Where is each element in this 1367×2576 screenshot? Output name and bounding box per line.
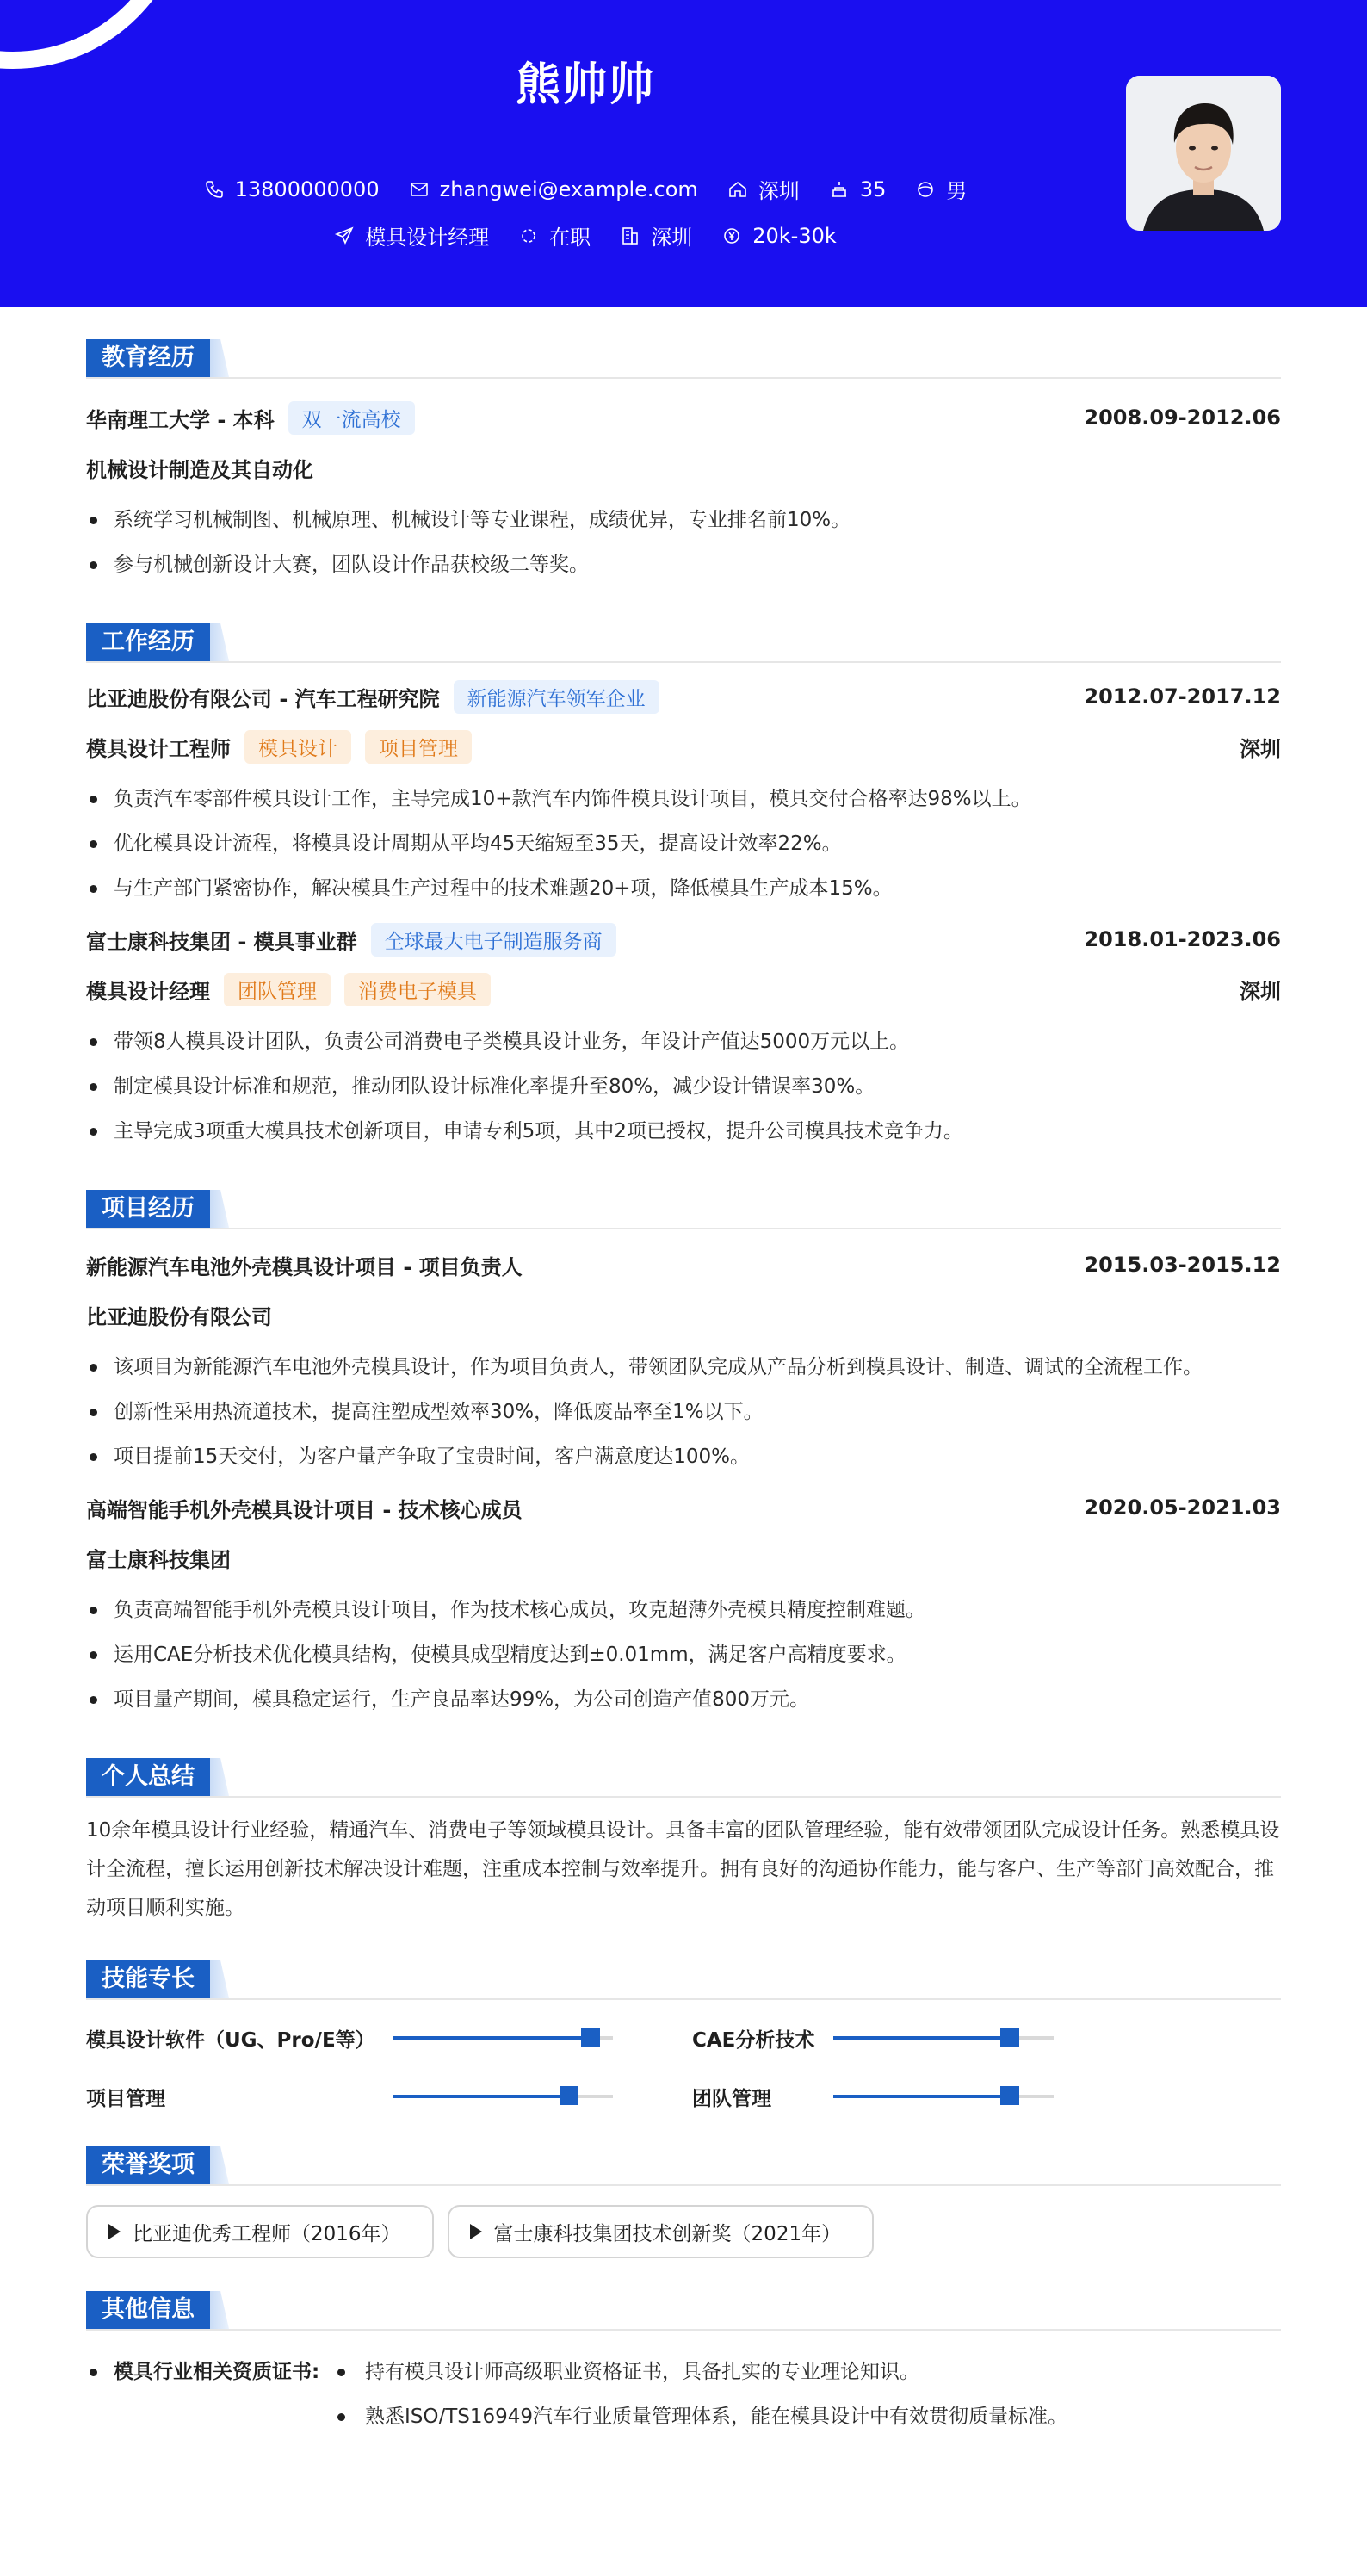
skill-level-handle [581,2028,600,2047]
work-company-row [86,672,1281,721]
gender-info [915,174,967,204]
gender-text: 男 [946,179,968,203]
work-title-row [86,964,1281,1014]
section-title: 工作经历 [86,623,210,661]
work-bullets [86,1014,1281,1157]
section-divider [86,1796,1281,1798]
company-tag: 新能源汽车领军企业 [454,680,659,714]
skill-label: CAE分析技术 [692,2028,815,2052]
play-triangle-icon [108,2224,121,2239]
position-info [334,220,489,251]
resume-body [86,307,1281,2439]
skill-level-fill [833,2095,1010,2098]
skill-level-bar [393,2095,613,2098]
education-section-header [86,339,1281,381]
cake-icon [829,179,850,200]
skill-level-handle [1000,2028,1019,2047]
project-row [86,1240,1281,1290]
major-row [86,443,1281,492]
job-title: 模具设计工程师 [86,736,231,761]
position-text: 模具设计经理 [365,226,490,250]
profile-photo [1126,76,1281,231]
list-item: 创新性采用热流道技术，提高注塑成型效率30%，降低废品率至1%以下。 [86,1390,1281,1434]
list-item: 系统学习机械制图、机械原理、机械设计等专业课程，成绩优异，专业排名前10%。 [86,498,1281,542]
status-text: 在职 [549,226,591,250]
section-title: 项目经历 [86,1190,210,1228]
city-info [727,174,800,204]
list-item: 该项目为新能源汽车电池外壳模具设计，作为项目负责人，带领团队完成从产品分析到模具设计、制造、调试的全流程工作。 [86,1345,1281,1390]
list-item: 与生产部门紧密协作，解决模具生产过程中的技术难题20+项，降低模具生产成本15%。 [86,866,1281,911]
award-item [448,2205,875,2258]
list-item: 持有模具设计师高级职业资格证书，具备扎实的专业理论知识。 [334,2350,1067,2394]
project-name: 高端智能手机外壳模具设计项目 - 技术核心成员 [86,1497,523,1522]
job-intent-row [0,220,1171,251]
contact-row [0,174,1171,204]
skill-label: 团队管理 [692,2087,771,2110]
phone-info [204,177,380,201]
certificate-list [334,2350,1067,2439]
skill-label: 模具设计软件（UG、Pro/E等） [86,2028,375,2052]
work-bullets [86,771,1281,914]
list-item: 项目量产期间，模具稳定运行，生产良品率达99%，为公司创造产值800万元。 [86,1677,1281,1722]
company-name: 富士康科技集团 - 模具事业群 [86,929,357,954]
skills-grid [86,2002,1281,2114]
school-name: 华南理工大学 - 本科 [86,407,275,432]
skill-item [692,2021,1281,2055]
salary-text: 20k-30k [752,223,837,248]
project-org: 比亚迪股份有限公司 [86,1304,272,1329]
age-info [829,177,887,201]
section-title: 荣誉奖项 [86,2146,210,2184]
list-item: 制定模具设计标准和规范，推动团队设计标准化率提升至80%，减少设计错误率30%。 [86,1064,1281,1109]
email-text: zhangwei@example.com [439,176,698,201]
skill-tag: 团队管理 [224,973,331,1006]
work-date: 2012.07-2017.12 [1084,684,1281,709]
skill-label: 项目管理 [86,2087,165,2110]
skill-level-handle [560,2086,578,2105]
other-section-header [86,2291,1281,2332]
certificate-label: 模具行业相关资质证书: [86,2350,334,2439]
skill-level-bar [393,2036,613,2040]
project-bullets [86,1582,1281,1725]
company-tag: 全球最大电子制造服务商 [371,923,616,957]
award-text: 比亚迪优秀工程师（2016年） [133,2222,401,2245]
city-text: 深圳 [758,179,800,203]
section-title: 技能专长 [86,1960,210,1998]
phone-text: 13800000000 [234,176,380,201]
skill-tag: 项目管理 [365,730,472,764]
resume-header [0,0,1367,307]
send-icon [334,226,355,246]
candidate-name: 熊帅帅 [515,59,655,111]
skill-item [86,2021,692,2055]
section-divider [86,377,1281,379]
education-date: 2008.09-2012.06 [1084,406,1281,430]
other-info [86,2332,1281,2439]
work-city: 深圳 [1240,736,1281,761]
work-date: 2018.01-2023.06 [1084,927,1281,951]
skill-level-fill [833,2036,1010,2040]
section-title: 个人总结 [86,1758,210,1796]
section-divider [86,2329,1281,2331]
project-date: 2015.03-2015.12 [1084,1253,1281,1277]
section-divider [86,661,1281,663]
skill-level-bar [833,2095,1054,2098]
play-triangle-icon [470,2224,482,2239]
building-icon [620,226,640,246]
award-text: 富士康科技集团技术创新奖（2021年） [493,2222,842,2245]
skill-level-fill [393,2036,591,2040]
job-title: 模具设计经理 [86,979,210,1004]
skill-level-handle [1000,2086,1019,2105]
list-item: 负责汽车零部件模具设计工作，主导完成10+款汽车内饰件模具设计项目，模具交付合格率达98%以上。 [86,777,1281,821]
section-divider [86,1998,1281,2000]
work-company-row [86,914,1281,964]
education-bullets [86,492,1281,591]
summary-section-header [86,1758,1281,1799]
summary-text: 10余年模具设计行业经验，精通汽车、消费电子等领域模具设计。具备丰富的团队管理经验，能有效带领团队完成设计任务。熟悉模具设计全流程，擅长运用创新技术解决设计难题，注重成本控制与效率提升。拥有良好的沟通协作能力，能与客户、生产等部门高效配合，推动项目顺利实施。 [86,1819,1280,1919]
skills-section-header [86,1960,1281,2002]
section-title: 其他信息 [86,2291,210,2329]
list-item: 项目提前15天交付，为客户量产争取了宝贵时间，客户满意度达100%。 [86,1434,1281,1479]
list-item: 熟悉ISO/TS16949汽车行业质量管理体系，能在模具设计中有效贯彻质量标准。 [334,2394,1067,2439]
project-org-row [86,1290,1281,1340]
project-row [86,1483,1281,1533]
status-icon [518,226,539,246]
skill-item [86,2079,692,2114]
work-section-header [86,623,1281,665]
yen-icon [721,226,742,246]
salary-info [721,224,837,248]
list-item: 运用CAE分析技术优化模具结构，使模具成型精度达到±0.01mm，满足客户高精度要求。 [86,1632,1281,1677]
skill-tag: 消费电子模具 [344,973,491,1006]
award-item [86,2205,434,2258]
section-divider [86,2184,1281,2186]
project-org: 富士康科技集团 [86,1547,231,1572]
list-item: 参与机械创新设计大赛，团队设计作品获校级二等奖。 [86,542,1281,587]
education-row [86,393,1281,443]
target-city-info [620,220,692,251]
skill-tag: 模具设计 [244,730,351,764]
section-title: 教育经历 [86,339,210,377]
project-name: 新能源汽车电池外壳模具设计项目 - 项目负责人 [86,1254,523,1279]
project-org-row [86,1533,1281,1582]
major-name: 机械设计制造及其自动化 [86,457,313,482]
work-city: 深圳 [1240,979,1281,1004]
section-divider [86,1228,1281,1229]
list-item: 负责高端智能手机外壳模具设计项目，作为技术核心成员，攻克超薄外壳模具精度控制难题。 [86,1588,1281,1632]
mail-icon [409,179,430,200]
work-title-row [86,721,1281,771]
phone-icon [204,179,225,200]
projects-section-header [86,1190,1281,1231]
awards-section-header [86,2146,1281,2188]
school-tag: 双一流高校 [288,401,415,435]
skill-level-bar [833,2036,1054,2040]
status-info [518,220,591,251]
project-bullets [86,1340,1281,1483]
list-item: 主导完成3项重大模具技术创新项目，申请专利5项，其中2项已授权，提升公司模具技术竞争力。 [86,1109,1281,1154]
company-name: 比亚迪股份有限公司 - 汽车工程研究院 [86,686,440,711]
skill-item [692,2079,1281,2114]
gender-icon [915,179,936,200]
list-item: 优化模具设计流程，将模具设计周期从平均45天缩短至35天，提高设计效率22%。 [86,821,1281,866]
project-date: 2020.05-2021.03 [1084,1495,1281,1520]
email-info [409,177,698,201]
awards-list [86,2188,1281,2258]
age-text: 35 [859,176,887,201]
skill-level-fill [393,2095,569,2098]
home-icon [727,179,748,200]
target-city-text: 深圳 [651,226,693,250]
list-item: 带领8人模具设计团队，负责公司消费电子类模具设计业务，年设计产值达5000万元以上。 [86,1019,1281,1064]
